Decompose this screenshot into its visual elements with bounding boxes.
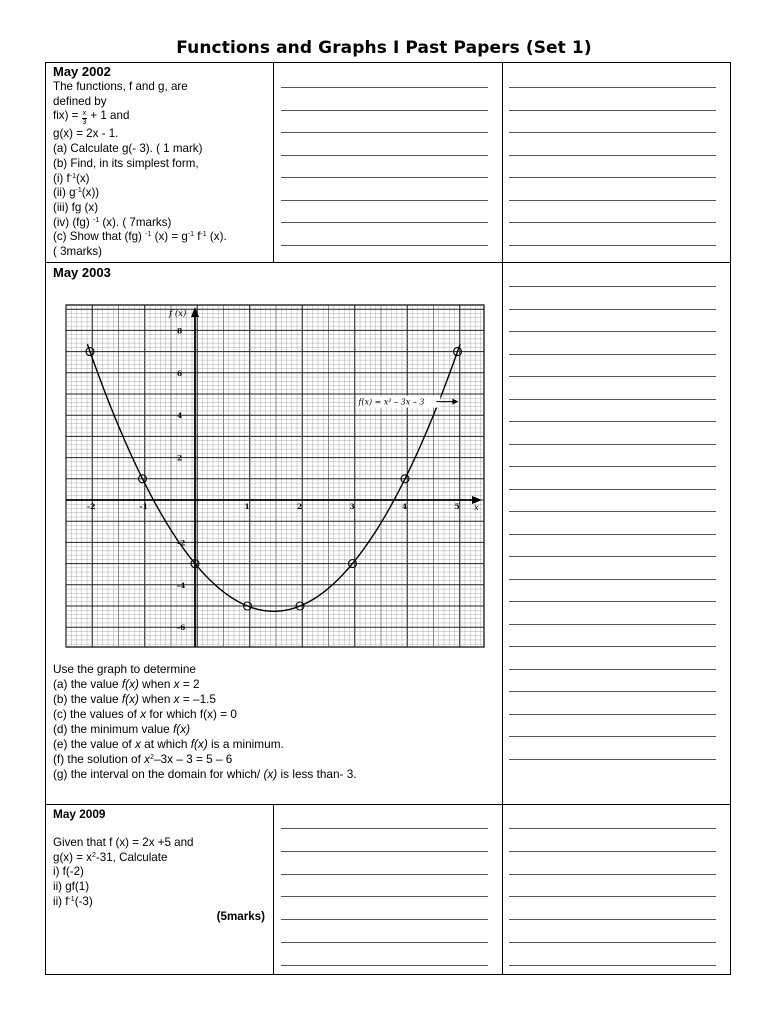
answer-line[interactable] (509, 556, 716, 557)
answer-line[interactable] (509, 421, 716, 422)
answer-line[interactable] (509, 110, 716, 111)
function-f-definition: fix) = $\frac{x}{3}$ + 1 and (53, 109, 130, 127)
question-text: defined by (53, 94, 107, 108)
answer-line[interactable] (509, 245, 716, 246)
graph-question-c: (c) the values of x for which f(x) = 0 (53, 707, 237, 721)
column-divider (273, 804, 274, 975)
page-title: Functions and Graphs I Past Papers (Set 1) (176, 38, 592, 58)
answer-line[interactable] (509, 222, 716, 223)
answer-line[interactable] (509, 646, 716, 647)
answer-line[interactable] (509, 87, 716, 88)
question-may-2002 (53, 64, 271, 260)
answer-line[interactable] (281, 155, 488, 156)
answer-line[interactable] (509, 942, 716, 943)
graph-questions (53, 662, 498, 782)
answer-line[interactable] (509, 601, 716, 602)
answer-line[interactable] (509, 579, 716, 580)
x-tick-label: -2 (87, 502, 96, 511)
answer-line[interactable] (509, 309, 716, 310)
answer-line[interactable] (509, 874, 716, 875)
graph-question-f: (f) the solution of $x^2-3x - 3 = 5 - 6$ (53, 752, 233, 766)
answer-line[interactable] (509, 132, 716, 133)
answer-line[interactable] (281, 942, 488, 943)
y-tick-label: 2 (177, 453, 183, 463)
answer-line[interactable] (281, 245, 488, 246)
y-axis-label: f (x) (169, 309, 187, 319)
answer-line[interactable] (509, 489, 716, 490)
part-a: (a) Calculate g(- 3). ( 1 mark) (53, 142, 203, 156)
row-divider (45, 804, 731, 805)
part-ii: ii) gf(1) (53, 880, 90, 894)
column-divider (502, 62, 503, 975)
graph-question-g: (g) the interval on the domain for which/ (x) is less than- 3. (53, 767, 357, 781)
x-tick-label: 5 (454, 502, 460, 511)
question-heading: May 2002 (53, 64, 111, 79)
answer-line[interactable] (509, 714, 716, 715)
part-c-marks: ( 3marks) (53, 245, 102, 259)
part-i: i) f(-2) (53, 865, 84, 879)
part-iii: ii) $f^{-1}(-3)$ (53, 894, 93, 908)
answer-line[interactable] (509, 354, 716, 355)
answer-line[interactable] (509, 919, 716, 920)
question-heading: May 2003 (53, 265, 111, 280)
y-tick-label: -6 (177, 623, 186, 633)
answer-line[interactable] (281, 919, 488, 920)
x-tick-label: 3 (349, 502, 355, 511)
x-tick-label: 4 (402, 502, 408, 511)
graph-question-e: (e) the value of x at which f(x) is a minimum. (53, 737, 284, 751)
y-tick-label: 4 (177, 411, 183, 421)
quadratic-graph (60, 300, 490, 652)
answer-line[interactable] (509, 736, 716, 737)
answer-line[interactable] (509, 286, 716, 287)
graph-frame (66, 305, 484, 647)
row-divider (45, 262, 731, 263)
function-label: f(x) = x² – 3x – 3 (358, 397, 425, 407)
part-c: (c) Show that (fg) $^{-1}$ $(x) = g^{-1}$ $f^{-1}$ (x). (53, 230, 227, 244)
question-text: $g(x) = x^2-31$, Calculate (53, 850, 168, 864)
y-tick-label: -4 (177, 580, 186, 590)
part-b-iv: (iv) (fg) $^{-1}$ (x). ( 7marks) (53, 215, 172, 229)
answer-line[interactable] (281, 851, 488, 852)
answer-line[interactable] (281, 828, 488, 829)
answer-line[interactable] (509, 828, 716, 829)
answer-line[interactable] (281, 874, 488, 875)
answer-line[interactable] (281, 87, 488, 88)
part-b-i: (i) $f^{-1}(x)$ (53, 171, 90, 185)
answer-line[interactable] (509, 331, 716, 332)
answer-line[interactable] (281, 132, 488, 133)
answer-line[interactable] (509, 691, 716, 692)
question-heading: May 2009 (53, 807, 106, 821)
answer-line[interactable] (281, 110, 488, 111)
x-tick-label: 2 (297, 502, 303, 511)
graph-question-lead: Use the graph to determine (53, 662, 196, 676)
part-b-ii: (ii) $g^{-1}(x)$) (53, 186, 100, 200)
y-tick-label: -2 (177, 538, 186, 548)
graph-question-b: (b) the value f(x) when x = –1.5 (53, 692, 216, 706)
answer-line[interactable] (509, 466, 716, 467)
answer-line[interactable] (509, 200, 716, 201)
answer-line[interactable] (509, 759, 716, 760)
question-text: Given that f (x) = 2x +5 and (53, 836, 194, 849)
answer-line[interactable] (509, 399, 716, 400)
marks-label: (5marks) (216, 909, 265, 923)
answer-line[interactable] (509, 896, 716, 897)
column-divider (273, 62, 274, 263)
answer-line[interactable] (509, 444, 716, 445)
y-tick-label: 8 (177, 326, 183, 336)
answer-line[interactable] (281, 200, 488, 201)
x-axis-label: x (474, 503, 479, 513)
question-may-2003 (53, 265, 493, 281)
question-text: The functions, f and g, are (53, 80, 188, 93)
x-tick-label: -1 (139, 502, 148, 511)
answer-line[interactable] (509, 669, 716, 670)
answer-line[interactable] (509, 511, 716, 512)
function-g-definition: g(x) = 2x - 1. (53, 127, 119, 141)
graph-question-d: (d) the minimum value f(x) (53, 722, 191, 736)
answer-line[interactable] (509, 376, 716, 377)
answer-line[interactable] (509, 965, 716, 966)
x-tick-label: 1 (244, 502, 250, 511)
graph-question-a: (a) the value f(x) when x = 2 (53, 677, 200, 691)
answer-line[interactable] (281, 896, 488, 897)
answer-line[interactable] (509, 177, 716, 178)
question-may-2009 (53, 806, 271, 924)
part-b: (b) Find, in its simplest form, (53, 156, 199, 170)
answer-line[interactable] (281, 177, 488, 178)
answer-line[interactable] (509, 624, 716, 625)
answer-line[interactable] (509, 534, 716, 535)
answer-line[interactable] (281, 222, 488, 223)
part-b-iii: (iii) fg (x) (53, 200, 99, 214)
answer-line[interactable] (509, 851, 716, 852)
answer-line[interactable] (509, 155, 716, 156)
answer-line[interactable] (281, 965, 488, 966)
y-tick-label: 6 (177, 368, 183, 378)
